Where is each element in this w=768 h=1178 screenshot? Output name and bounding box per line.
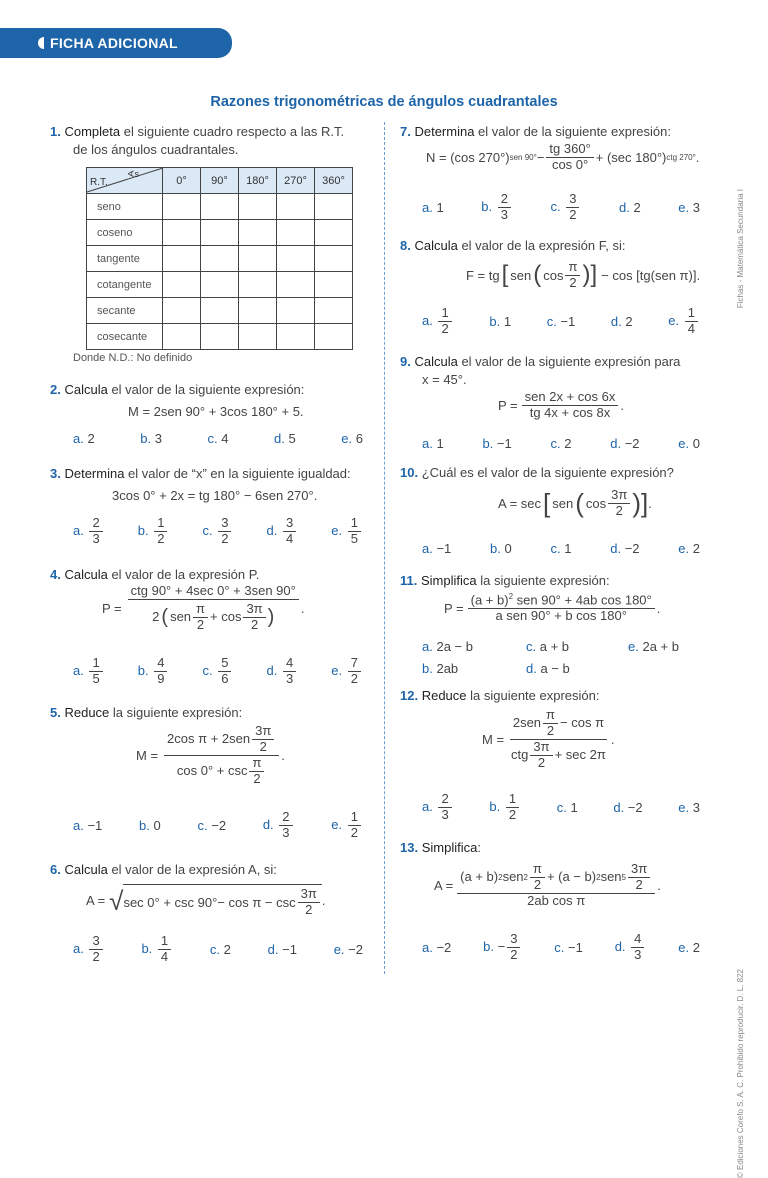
option[interactable]: d. $\frac{3}{4}$ [267,516,299,547]
option[interactable]: d. −2 [610,436,640,451]
option[interactable]: e. $\frac{1}{2}$ [331,810,363,841]
question-keyword: Calcula [414,238,458,253]
answer-cell[interactable] [277,272,315,298]
question-3-options [73,516,363,547]
question-11-options [422,639,700,679]
table-row [87,298,353,324]
row-label: cosecante [87,324,163,350]
question-number: 3. [50,466,61,481]
answer-cell[interactable] [315,246,353,272]
option[interactable]: d. $\frac{4}{3}$ [615,932,647,963]
question-text: el siguiente cuadro respecto a las R.T. [120,124,345,139]
question-keyword: Calcula [64,382,108,397]
question-number: 1. [50,124,61,139]
question-number: 12. [400,688,419,703]
question-13-expression: A = (a + b) 2 sen 2 $\frac{\pi}{2}$ + (a − b) 2 sen 5 $\frac{3\pi}{2}$ 2ab cos π . [434,861,661,908]
answer-cell[interactable] [277,246,315,272]
table-row [87,324,353,350]
question-number: 9. [400,354,411,369]
answer-cell[interactable] [201,298,239,324]
rt-col-90: 90° [201,168,239,194]
question-number: 13. [400,840,419,855]
option[interactable]: d. −2 [613,799,643,815]
question-8-expression: F = tg [ sen ( cos $\frac{\pi}{2}$ ) ] − cos [tg(sen π)]. [466,259,701,290]
option[interactable]: e. 3 [678,799,700,815]
answer-cell[interactable] [163,246,201,272]
question-text: el valor de la siguiente expresión: [474,124,671,139]
answer-cell[interactable] [239,272,277,298]
option[interactable]: b. 3 [140,431,162,446]
answer-cell[interactable] [239,298,277,324]
answer-cell[interactable] [201,272,239,298]
question-keyword: Simplifica [420,573,477,588]
rt-col-180: 180° [239,168,277,194]
option[interactable]: b. − $\frac{3}{2}$ [483,932,522,963]
option[interactable]: a. $\frac{1}{5}$ [73,656,105,687]
question-8-options [422,306,700,337]
answer-cell[interactable] [201,194,239,220]
option[interactable]: b. 0 [139,817,161,833]
option[interactable]: e. 2 [678,541,700,556]
option[interactable]: a. $\frac{2}{3}$ [422,792,454,823]
table-row [87,194,353,220]
answer-cell[interactable] [315,298,353,324]
answer-cell[interactable] [201,220,239,246]
question-11-prompt [400,573,610,588]
row-label: secante [87,298,163,324]
question-4-prompt [50,567,259,582]
question-number: 6. [50,862,61,877]
option[interactable]: a. $\frac{3}{2}$ [73,934,105,965]
question-13-options [422,932,700,963]
table-row [87,220,353,246]
option[interactable]: c. $\frac{3}{2}$ [551,192,582,223]
side-caption-top [736,48,750,309]
answer-cell[interactable] [239,220,277,246]
question-1-prompt-line2: de los ángulos cuadrantales. [73,142,239,157]
rt-table [86,167,353,350]
answer-cell[interactable] [163,298,201,324]
option[interactable]: a. $\frac{2}{3}$ [73,516,105,547]
option[interactable]: c. 2 [550,436,572,451]
corner-label-rt: R.T. [90,177,108,188]
question-number: 8. [400,238,411,253]
option[interactable]: e. 2 [678,939,700,955]
question-number: 4. [50,567,61,582]
question-number: 5. [50,705,61,720]
option[interactable]: c. 1 [550,541,572,556]
question-11-expression: P = $\frac{(a + b)^2 sen 90^\circ + 4ab \cos 180^\circ}{\text{a sen 90° + b cos 180°}}$ . [444,592,661,624]
question-text: : [477,840,481,855]
option[interactable]: e. 3 [678,199,700,215]
option[interactable]: d. $\frac{4}{3}$ [267,656,299,687]
option[interactable]: e. $\frac{1}{5}$ [331,516,363,547]
answer-cell[interactable] [277,324,315,350]
question-9-options [422,436,700,451]
row-label: coseno [87,220,163,246]
option[interactable]: b. $\frac{4}{9}$ [138,656,170,687]
answer-cell[interactable] [201,246,239,272]
answer-cell[interactable] [277,220,315,246]
table-row [87,246,353,272]
option[interactable]: d. 2 [619,199,641,215]
question-2-options [73,431,363,446]
option[interactable]: b. $\frac{1}{2}$ [489,792,521,823]
question-keyword: Reduce [421,688,467,703]
question-number: 11. [400,573,418,588]
corner-label-angles: ∢s [127,169,140,179]
question-7-expression: N = (cos 270°) sen 90° − $\frac{tg 360^\circ}{\cos 0^\circ}$ + (sec 180°) ctg 270° . [426,141,700,172]
side-caption-top-text: Fichas - Matemática Secundaria I [736,189,745,309]
question-3-prompt [50,466,351,481]
question-2-prompt [50,382,304,397]
question-keyword: Completa [64,124,121,139]
option[interactable]: d. −1 [267,941,297,957]
question-number: 7. [400,124,411,139]
column-divider [384,122,385,974]
question-9-prompt-line2: x = 45°. [422,372,467,387]
question-6-options [73,934,363,965]
option[interactable]: d. a − b [526,661,570,676]
question-9-prompt [400,354,716,369]
answer-cell[interactable] [239,324,277,350]
option[interactable]: e. 0 [678,436,700,451]
option[interactable]: d. 5 [274,431,296,446]
option[interactable]: a. 1 [422,436,444,451]
question-5-expression: M = 2cos π + 2sen $\frac{3\pi}{2}$ cos 0° + csc $\frac{\pi}{2}$ . [136,723,285,786]
question-text: la siguiente expresión: [109,705,243,720]
question-1-prompt [50,124,344,139]
question-12-expression: M = 2sen $\frac{\pi}{2}$ − cos π ctg $\frac{3\pi}{2}$ + sec 2π . [482,707,615,770]
option[interactable]: d. 2 [610,313,633,329]
option[interactable]: b. 0 [490,541,512,556]
table-note: Donde N.D.: No definido [73,352,193,364]
answer-cell[interactable] [239,194,277,220]
rt-col-0: 0° [163,168,201,194]
question-keyword: Determina [64,466,125,481]
question-text: la siguiente expresión: [476,573,610,588]
question-text: el valor de “x” en la siguiente igualdad: [124,466,351,481]
rt-table-header-row [87,168,353,194]
question-13-prompt [400,840,481,855]
option[interactable]: b. 1 [489,313,512,329]
option[interactable]: e. 2a + b [628,639,679,654]
option[interactable]: b. −1 [482,436,512,451]
question-keyword: Determina [414,124,475,139]
question-number: 10. [400,465,419,480]
question-keyword: Calcula [64,567,108,582]
answer-cell[interactable] [315,220,353,246]
question-2-expression: M = 2sen 90° + 3cos 180° + 5. [128,404,304,419]
answer-cell[interactable] [163,220,201,246]
option[interactable]: c. a + b [526,639,570,654]
question-7-prompt [400,124,671,139]
question-keyword: Calcula [64,862,108,877]
question-text: la siguiente expresión: [466,688,600,703]
rt-col-270: 270° [277,168,315,194]
option[interactable]: c. 4 [207,431,229,446]
question-6-expression: A = √ sec 0° + csc 90°− cos π − csc $\frac{3\pi}{2}$ . [86,885,326,917]
option[interactable]: a. −1 [422,541,452,556]
question-8-prompt [400,238,625,253]
question-keyword: Calcula [414,354,458,369]
option[interactable]: a. −1 [73,817,103,833]
question-text: el valor de la expresión P. [107,567,260,582]
question-9-expression: P = $\frac{\text{sen 2x + cos 6x}}{tg 4x + \cos 8x}$ . [498,389,624,420]
question-5-options [73,810,363,841]
option[interactable]: a. $\frac{1}{2}$ [422,306,454,337]
option[interactable]: e. $\frac{7}{2}$ [331,656,363,687]
question-4-expression: P = ctg 90° + 4sec 0° + 3sen 90° 2 ( sen $\frac{\pi}{2}$ + cos $\frac{3\pi}{2}$ ) . [102,583,305,632]
answer-cell[interactable] [163,324,201,350]
question-keyword: Reduce [64,705,110,720]
question-text: el valor de la siguiente expresión: [107,382,305,397]
answer-cell[interactable] [315,194,353,220]
option[interactable]: c. 1 [556,799,578,815]
question-12-prompt [400,688,600,703]
rt-col-360: 360° [315,168,353,194]
table-row [87,272,353,298]
answer-cell[interactable] [277,194,315,220]
question-keyword: Simplifica [421,840,478,855]
question-12-options [422,792,700,823]
question-10-options [422,541,700,556]
question-text: el valor de la expresión F, si: [457,238,626,253]
question-5-prompt [50,705,242,720]
question-text: el valor de la expresión A, si: [107,862,277,877]
answer-cell[interactable] [201,324,239,350]
row-label: seno [87,194,163,220]
question-text: el valor de la siguiente expresión para [457,354,681,369]
question-3-expression: 3cos 0° + 2x = tg 180° − 6sen 270°. [112,488,318,503]
row-label: tangente [87,246,163,272]
option[interactable]: d. −2 [610,541,640,556]
row-label: cotangente [87,272,163,298]
question-text: ¿Cuál es el valor de la siguiente expresión? [418,465,674,480]
option[interactable]: e. −2 [333,941,363,957]
option[interactable]: d. $\frac{2}{3}$ [263,810,295,841]
answer-cell[interactable] [315,324,353,350]
option[interactable]: c. −2 [197,817,227,833]
side-caption-bottom [736,718,750,1178]
question-10-expression: A = sec [ sen ( cos $\frac{3\pi}{2}$ ) ] . [498,487,652,518]
option[interactable]: a. 2 [73,431,95,446]
banner-bullet-icon [38,37,44,49]
option[interactable]: b. $\frac{2}{3}$ [481,192,513,223]
header-banner [0,28,232,58]
option[interactable]: e. 6 [341,431,363,446]
answer-cell[interactable] [315,272,353,298]
banner-title: FICHA ADICIONAL [50,35,178,51]
option[interactable]: c. $\frac{3}{2}$ [203,516,234,547]
sqrt-icon: √ [109,885,124,916]
rt-table-corner [87,168,163,194]
question-number: 2. [50,382,61,397]
answer-cell[interactable] [277,298,315,324]
option[interactable]: a. −2 [422,939,452,955]
option[interactable]: c. −1 [554,939,583,955]
answer-cell[interactable] [239,246,277,272]
question-7-options [422,192,700,223]
option[interactable]: b. $\frac{1}{2}$ [138,516,170,547]
question-10-prompt [400,465,674,480]
option[interactable]: c. $\frac{5}{6}$ [203,656,234,687]
page-title: Razones trigonométricas de ángulos cuadrantales [210,94,558,110]
option[interactable]: a. 1 [422,199,444,215]
option[interactable]: c. −1 [546,313,576,329]
option[interactable]: e. $\frac{1}{4}$ [668,306,700,337]
option[interactable]: a. 2a − b [422,639,473,654]
question-4-options [73,656,363,687]
option[interactable]: b. $\frac{1}{4}$ [141,934,173,965]
side-caption-bottom-text: © Ediciones Corefo S. A. C. Prohibido reproducir. D. L. 822 [736,969,745,1178]
answer-cell[interactable] [163,194,201,220]
option[interactable]: c. 2 [209,941,231,957]
question-6-prompt [50,862,277,877]
option[interactable]: b. 2ab [422,661,459,676]
answer-cell[interactable] [163,272,201,298]
